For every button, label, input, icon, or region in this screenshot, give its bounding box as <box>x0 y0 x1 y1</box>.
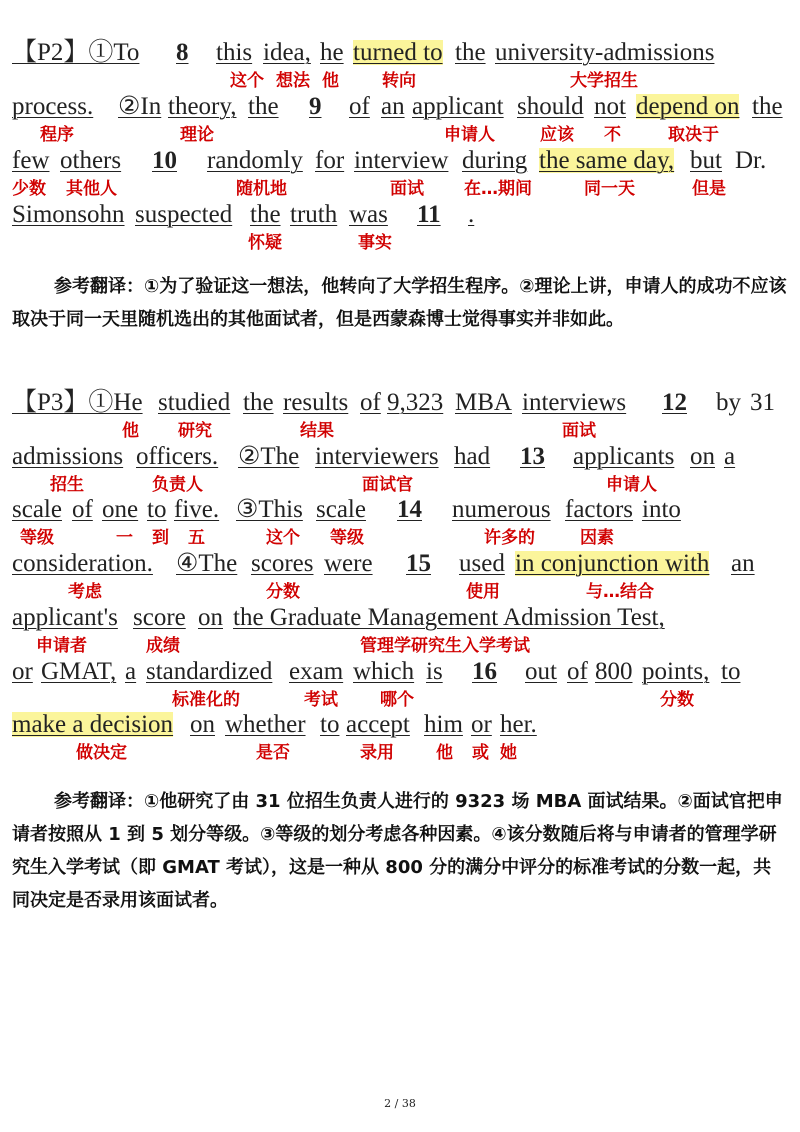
blank-number: 12 <box>662 389 687 416</box>
chinese-gloss: 事实 <box>358 233 392 253</box>
english-word: studied <box>158 389 231 416</box>
chinese-gloss: 面试官 <box>362 475 413 495</box>
english-word: the <box>243 389 274 416</box>
english-word: scores <box>251 550 314 577</box>
english-word: admissions <box>12 443 124 470</box>
english-word: is <box>426 658 443 685</box>
english-word: results <box>283 389 349 416</box>
english-word: an <box>731 550 755 577</box>
chinese-gloss: 申请者 <box>36 636 87 656</box>
chinese-gloss: 这个 <box>230 71 264 91</box>
page-total: 38 <box>401 1097 416 1110</box>
english-word: her. <box>500 711 537 738</box>
english-word: MBA <box>455 389 512 416</box>
english-word: the Graduate Management Admission Test, <box>233 604 665 631</box>
english-word: whether <box>225 711 306 738</box>
blank-number: 14 <box>397 496 422 523</box>
english-word: 31 <box>750 389 775 416</box>
english-word: applicant <box>412 93 504 120</box>
english-word: 【P2】①To <box>12 39 140 66</box>
english-word: or <box>12 658 33 685</box>
english-word: five. <box>174 496 220 523</box>
english-word: this <box>216 39 253 66</box>
english-word: by <box>716 389 741 416</box>
english-word: on <box>190 711 215 738</box>
english-word: was <box>349 201 388 228</box>
blank-number: 8 <box>176 39 189 66</box>
english-word: ②In <box>118 93 162 120</box>
english-word: the <box>752 93 783 120</box>
english-word: officers. <box>136 443 219 470</box>
page-separator: / <box>394 1097 399 1110</box>
english-word: idea, <box>263 39 311 66</box>
english-word: of <box>349 93 370 120</box>
chinese-gloss: 他 <box>122 421 139 441</box>
english-word: were <box>324 550 373 577</box>
chinese-gloss: 申请人 <box>444 125 495 145</box>
english-word: make a decision <box>12 711 174 738</box>
english-word: theory, <box>168 93 237 120</box>
chinese-gloss: 但是 <box>692 179 726 199</box>
english-word: randomly <box>207 147 303 174</box>
blank-number: 16 <box>472 658 497 685</box>
english-word: ④The <box>176 550 238 577</box>
chinese-gloss: 考试 <box>304 690 338 710</box>
chinese-gloss: 面试 <box>562 421 596 441</box>
english-word: depend on <box>636 93 740 120</box>
english-word: of <box>567 658 588 685</box>
english-word: interviews <box>522 389 627 416</box>
english-word: but <box>690 147 722 174</box>
english-word: into <box>642 496 681 523</box>
chinese-gloss: 同一天 <box>584 179 635 199</box>
chinese-gloss: 与…结合 <box>586 582 654 602</box>
chinese-gloss: 成绩 <box>146 636 180 656</box>
english-word: out <box>525 658 557 685</box>
reference-translation <box>12 270 788 336</box>
english-word: not <box>594 93 626 120</box>
english-word: 【P3】①He <box>12 389 143 416</box>
english-word: to <box>721 658 741 685</box>
blank-number: 9 <box>309 93 322 120</box>
english-word: ③This <box>236 496 303 523</box>
english-word: score <box>133 604 186 631</box>
reference-translation <box>12 785 788 917</box>
english-word: him <box>424 711 463 738</box>
chinese-gloss: 考虑 <box>68 582 102 602</box>
chinese-gloss: 使用 <box>466 582 500 602</box>
english-word: or <box>471 711 492 738</box>
chinese-gloss: 在…期间 <box>464 179 532 199</box>
english-word: suspected <box>135 201 233 228</box>
english-word: ②The <box>238 443 300 470</box>
english-word: a <box>125 658 137 685</box>
english-word: process. <box>12 93 94 120</box>
english-word: 800 <box>595 658 633 685</box>
chinese-gloss: 应该 <box>540 125 574 145</box>
chinese-gloss: 分数 <box>266 582 300 602</box>
chinese-gloss: 管理学研究生入学考试 <box>360 636 530 656</box>
page-footer <box>0 1097 800 1110</box>
chinese-gloss: 转向 <box>382 71 416 91</box>
english-word: the <box>455 39 486 66</box>
chinese-gloss: 程序 <box>40 125 74 145</box>
chinese-gloss: 理论 <box>180 125 214 145</box>
chinese-gloss: 招生 <box>50 475 84 495</box>
english-word: Simonsohn <box>12 201 125 228</box>
translation-text: 参考翻译：①为了验证这一想法，他转向了大学招生程序。②理论上讲，申请人的成功不应该取决于同一天里随机选出的其他面试者，但是西蒙森博士觉得事实并非如此。 <box>12 276 787 330</box>
english-word: scale <box>316 496 366 523</box>
english-word: had <box>454 443 491 470</box>
english-word: few <box>12 147 50 174</box>
chinese-gloss: 一 <box>116 528 133 548</box>
english-word: university-admissions <box>495 39 715 66</box>
english-word: points, <box>642 658 710 685</box>
page-number: 2 <box>384 1097 392 1110</box>
english-word: . <box>468 201 475 228</box>
english-word: GMAT, <box>41 658 117 685</box>
english-word: exam <box>289 658 344 685</box>
chinese-gloss: 取决于 <box>668 125 719 145</box>
chinese-gloss: 少数 <box>12 179 46 199</box>
english-word: during <box>462 147 528 174</box>
blank-number: 11 <box>417 201 441 228</box>
english-word: Dr. <box>735 147 767 174</box>
chinese-gloss: 面试 <box>390 179 424 199</box>
english-word: numerous <box>452 496 551 523</box>
blank-number: 10 <box>152 147 177 174</box>
english-word: to <box>320 711 340 738</box>
english-word: the <box>248 93 279 120</box>
chinese-gloss: 负责人 <box>152 475 203 495</box>
english-word: applicant's <box>12 604 118 631</box>
chinese-gloss: 做决定 <box>76 743 127 763</box>
english-word: the <box>250 201 281 228</box>
english-word: accept <box>346 711 410 738</box>
chinese-gloss: 是否 <box>256 743 290 763</box>
english-word: others <box>60 147 122 174</box>
english-word: 9,323 <box>387 389 444 416</box>
chinese-gloss: 哪个 <box>380 690 414 710</box>
english-word: should <box>517 93 584 120</box>
english-word: standardized <box>146 658 273 685</box>
chinese-gloss: 他 <box>322 71 339 91</box>
english-word: of <box>360 389 381 416</box>
english-word: used <box>459 550 505 577</box>
english-word: of <box>72 496 93 523</box>
chinese-gloss: 她 <box>500 743 517 763</box>
chinese-gloss: 五 <box>188 528 205 548</box>
chinese-gloss: 研究 <box>178 421 212 441</box>
english-word: consideration. <box>12 550 153 577</box>
chinese-gloss: 想法 <box>276 71 310 91</box>
english-word: on <box>198 604 223 631</box>
chinese-gloss: 大学招生 <box>570 71 638 91</box>
chinese-gloss: 分数 <box>660 690 694 710</box>
english-word: interview <box>354 147 449 174</box>
chinese-gloss: 等级 <box>330 528 364 548</box>
english-word: truth <box>290 201 338 228</box>
english-word: on <box>690 443 715 470</box>
english-word: to <box>147 496 167 523</box>
english-word: turned to <box>353 39 443 66</box>
chinese-gloss: 结果 <box>300 421 334 441</box>
english-word: a <box>724 443 736 470</box>
english-word: applicants <box>573 443 675 470</box>
english-word: interviewers <box>315 443 439 470</box>
chinese-gloss: 到 <box>152 528 169 548</box>
chinese-gloss: 申请人 <box>606 475 657 495</box>
chinese-gloss: 这个 <box>266 528 300 548</box>
translation-text: 参考翻译：①他研究了由 31 位招生负责人进行的 9323 场 MBA 面试结果。②面试官把申请者按照从 1 到 5 划分等级。③等级的划分考虑各种因素。④该分数随后将与申请者的管理学研究生入学考试（即 GMAT 考试），这是一种从 800 分的满分中评分的标准考试的分数一起，共同决定是否录用该面试者。 <box>12 791 783 911</box>
english-word: an <box>381 93 405 120</box>
chinese-gloss: 因素 <box>580 528 614 548</box>
english-word: the same day, <box>539 147 675 174</box>
chinese-gloss: 随机地 <box>236 179 287 199</box>
chinese-gloss: 不 <box>604 125 621 145</box>
english-word: in conjunction with <box>515 550 710 577</box>
chinese-gloss: 怀疑 <box>248 233 282 253</box>
english-word: scale <box>12 496 62 523</box>
english-word: one <box>102 496 139 523</box>
chinese-gloss: 或 <box>472 743 489 763</box>
english-word: factors <box>565 496 634 523</box>
chinese-gloss: 标准化的 <box>172 690 240 710</box>
chinese-gloss: 录用 <box>360 743 394 763</box>
english-word: for <box>315 147 345 174</box>
english-word: which <box>353 658 415 685</box>
chinese-gloss: 许多的 <box>484 528 535 548</box>
chinese-gloss: 他 <box>436 743 453 763</box>
blank-number: 15 <box>406 550 431 577</box>
english-word: he <box>320 39 344 66</box>
blank-number: 13 <box>520 443 545 470</box>
chinese-gloss: 等级 <box>20 528 54 548</box>
chinese-gloss: 其他人 <box>66 179 117 199</box>
